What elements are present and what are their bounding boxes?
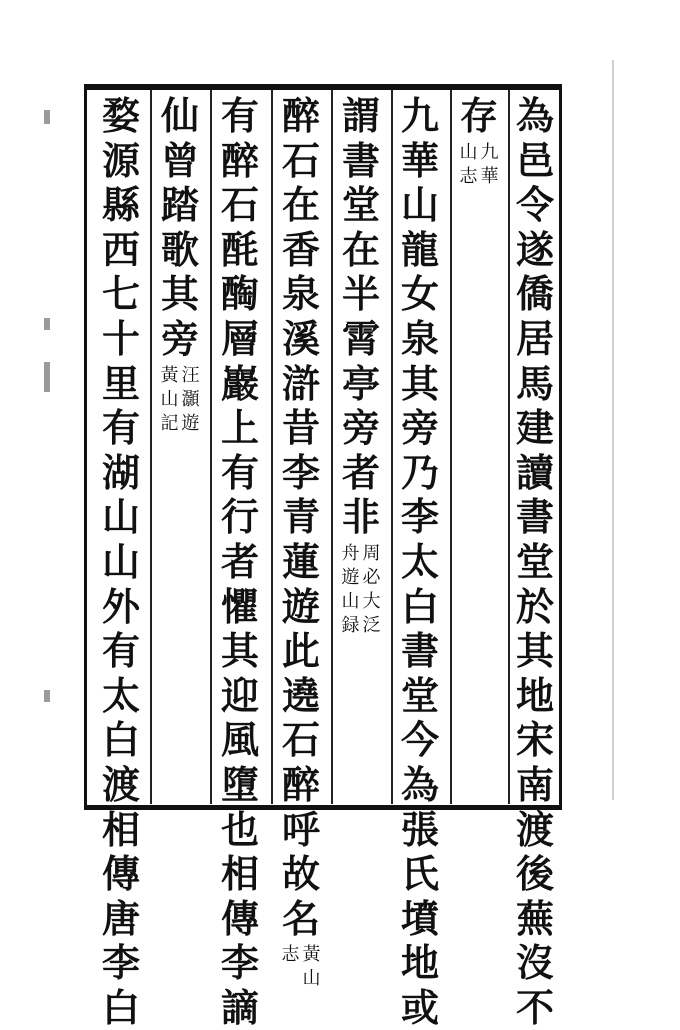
main-character: 泉	[281, 271, 320, 317]
margin-mark	[44, 362, 50, 392]
margin-mark	[44, 110, 50, 124]
main-character: 層	[220, 315, 259, 361]
main-character: 於	[515, 583, 554, 629]
main-character: 醉	[220, 137, 259, 183]
column-divider	[150, 90, 152, 804]
main-character: 者	[341, 449, 380, 495]
column-divider	[331, 90, 333, 804]
main-character: 懼	[220, 583, 259, 629]
main-character: 酕	[220, 226, 259, 272]
main-character: 旁	[400, 405, 439, 451]
main-character: 李	[281, 449, 320, 495]
text-column-2	[457, 94, 501, 189]
main-character: 湖	[101, 449, 140, 495]
note-character: 泛	[362, 614, 381, 636]
main-character: 滸	[281, 360, 320, 406]
main-character: 巖	[220, 360, 259, 406]
main-character: 地	[515, 672, 554, 718]
margin-mark	[44, 690, 50, 702]
main-character: 旁	[160, 315, 199, 361]
main-character: 名	[281, 895, 320, 941]
main-character: 女	[400, 271, 439, 317]
main-character: 書	[341, 137, 380, 183]
note-character: 遊	[341, 566, 360, 588]
note-character: 黃	[160, 364, 179, 386]
main-character: 曾	[160, 137, 199, 183]
note-character: 周	[362, 542, 381, 564]
note-character: 志	[459, 165, 478, 187]
main-character: 此	[281, 628, 320, 674]
main-character: 存	[459, 93, 498, 138]
main-character: 李	[101, 940, 140, 986]
main-character: 七	[101, 271, 140, 317]
main-character: 堂	[400, 672, 439, 718]
main-character: 者	[220, 538, 259, 584]
main-character: 渡	[101, 761, 140, 807]
page-fold-line	[612, 60, 614, 800]
main-character: 沒	[515, 940, 554, 986]
margin-mark	[44, 318, 50, 330]
main-character: 歌	[160, 226, 199, 272]
text-column-4	[339, 94, 383, 638]
main-character: 遶	[281, 672, 320, 718]
main-character: 泉	[400, 315, 439, 361]
main-character: 風	[220, 717, 259, 763]
note-character: 山	[459, 141, 478, 163]
main-character: 讀	[515, 449, 554, 495]
note-character: 華	[480, 165, 499, 187]
main-character: 香	[281, 226, 320, 272]
main-character: 行	[220, 494, 259, 540]
main-character: 昔	[281, 405, 320, 451]
main-character: 邑	[515, 137, 554, 183]
main-character: 宋	[515, 717, 554, 763]
main-character: 霄	[341, 315, 380, 361]
main-character: 迎	[220, 672, 259, 718]
main-character: 呼	[281, 806, 320, 852]
note-character: 遊	[181, 412, 200, 434]
main-character: 遂	[515, 226, 554, 272]
main-character: 墮	[220, 761, 259, 807]
main-character: 龍	[400, 226, 439, 272]
main-character: 仙	[160, 93, 199, 138]
column-divider	[508, 90, 510, 804]
text-column-3	[398, 94, 442, 1030]
main-character: 在	[281, 182, 320, 228]
interlinear-note	[160, 364, 200, 436]
main-character: 堂	[341, 182, 380, 228]
main-character: 其	[515, 628, 554, 674]
text-column-8	[99, 94, 143, 1030]
note-character: 録	[341, 614, 360, 636]
main-character: 相	[220, 851, 259, 897]
note-character: 灝	[181, 388, 200, 410]
main-character: 居	[515, 315, 554, 361]
main-character: 墳	[400, 895, 439, 941]
main-character: 馬	[515, 360, 554, 406]
note-character: 舟	[341, 542, 360, 564]
main-character: 有	[220, 93, 259, 138]
note-character: 大	[362, 590, 381, 612]
main-character: 乃	[400, 449, 439, 495]
text-frame	[84, 84, 562, 810]
main-character: 渡	[515, 806, 554, 852]
main-character: 十	[101, 315, 140, 361]
main-character: 外	[101, 583, 140, 629]
main-character: 太	[101, 672, 140, 718]
column-divider	[210, 90, 212, 804]
note-character: 山	[160, 388, 179, 410]
interlinear-note	[341, 542, 381, 638]
text-column-6	[218, 94, 262, 1030]
main-character: 後	[515, 851, 554, 897]
note-character: 汪	[181, 364, 200, 386]
main-character: 婺	[101, 93, 140, 138]
main-character: 亭	[341, 360, 380, 406]
note-character: 必	[362, 566, 381, 588]
main-character: 旁	[341, 405, 380, 451]
note-line	[341, 542, 360, 638]
main-character: 源	[101, 137, 140, 183]
main-character: 也	[220, 806, 259, 852]
main-character: 其	[160, 271, 199, 317]
main-character: 上	[220, 405, 259, 451]
main-character: 半	[341, 271, 380, 317]
main-character: 踏	[160, 182, 199, 228]
main-character: 蓮	[281, 538, 320, 584]
text-column-5	[279, 94, 323, 991]
main-character: 其	[220, 628, 259, 674]
main-character: 謫	[220, 984, 259, 1030]
main-character: 蕪	[515, 895, 554, 941]
main-character: 或	[400, 984, 439, 1030]
main-character: 李	[400, 494, 439, 540]
note-character: 山	[302, 968, 321, 990]
note-character: 記	[160, 412, 179, 434]
main-character: 為	[400, 761, 439, 807]
note-line	[480, 141, 499, 189]
main-character: 華	[400, 137, 439, 183]
main-character: 石	[220, 182, 259, 228]
main-character: 醄	[220, 271, 259, 317]
main-character: 山	[101, 538, 140, 584]
note-character: 山	[341, 590, 360, 612]
main-character: 溪	[281, 315, 320, 361]
main-character: 里	[101, 360, 140, 406]
note-line	[362, 542, 381, 638]
main-character: 白	[101, 717, 140, 763]
main-character: 九	[400, 93, 439, 138]
main-character: 傳	[101, 851, 140, 897]
note-line	[160, 364, 179, 436]
main-character: 白	[400, 583, 439, 629]
column-divider	[391, 90, 393, 804]
main-character: 為	[515, 93, 554, 138]
note-line	[459, 141, 478, 189]
main-character: 非	[341, 494, 380, 540]
main-character: 李	[220, 940, 259, 986]
main-character: 建	[515, 405, 554, 451]
main-character: 書	[515, 494, 554, 540]
main-character: 傳	[220, 895, 259, 941]
main-character: 不	[515, 984, 554, 1030]
main-character: 醉	[281, 761, 320, 807]
main-character: 石	[281, 717, 320, 763]
main-character: 書	[400, 628, 439, 674]
main-character: 氏	[400, 851, 439, 897]
note-line	[281, 943, 300, 991]
main-character: 白	[101, 984, 140, 1030]
main-character: 青	[281, 494, 320, 540]
note-character: 黃	[302, 944, 321, 966]
main-character: 有	[220, 449, 259, 495]
main-character: 山	[400, 182, 439, 228]
main-character: 西	[101, 226, 140, 272]
note-line	[181, 364, 200, 436]
main-character: 山	[101, 494, 140, 540]
text-column-1	[513, 94, 557, 1030]
main-character: 今	[400, 717, 439, 763]
column-divider	[271, 90, 273, 804]
main-character: 張	[400, 806, 439, 852]
main-character: 石	[281, 137, 320, 183]
main-character: 遊	[281, 583, 320, 629]
main-character: 在	[341, 226, 380, 272]
main-character: 故	[281, 851, 320, 897]
main-character: 南	[515, 761, 554, 807]
main-character: 地	[400, 940, 439, 986]
text-column-7	[158, 94, 202, 436]
interlinear-note	[281, 943, 321, 991]
main-character: 令	[515, 182, 554, 228]
main-character: 唐	[101, 895, 140, 941]
note-character: 九	[480, 141, 499, 163]
note-line	[302, 943, 321, 991]
main-character: 有	[101, 405, 140, 451]
main-character: 太	[400, 538, 439, 584]
main-character: 醉	[281, 93, 320, 138]
main-character: 相	[101, 806, 140, 852]
main-character: 縣	[101, 182, 140, 228]
main-character: 其	[400, 360, 439, 406]
main-character: 堂	[515, 538, 554, 584]
note-character: 志	[281, 944, 300, 966]
main-character: 有	[101, 628, 140, 674]
interlinear-note	[459, 141, 499, 189]
main-character: 僑	[515, 271, 554, 317]
main-character: 謂	[341, 93, 380, 138]
column-divider	[450, 90, 452, 804]
